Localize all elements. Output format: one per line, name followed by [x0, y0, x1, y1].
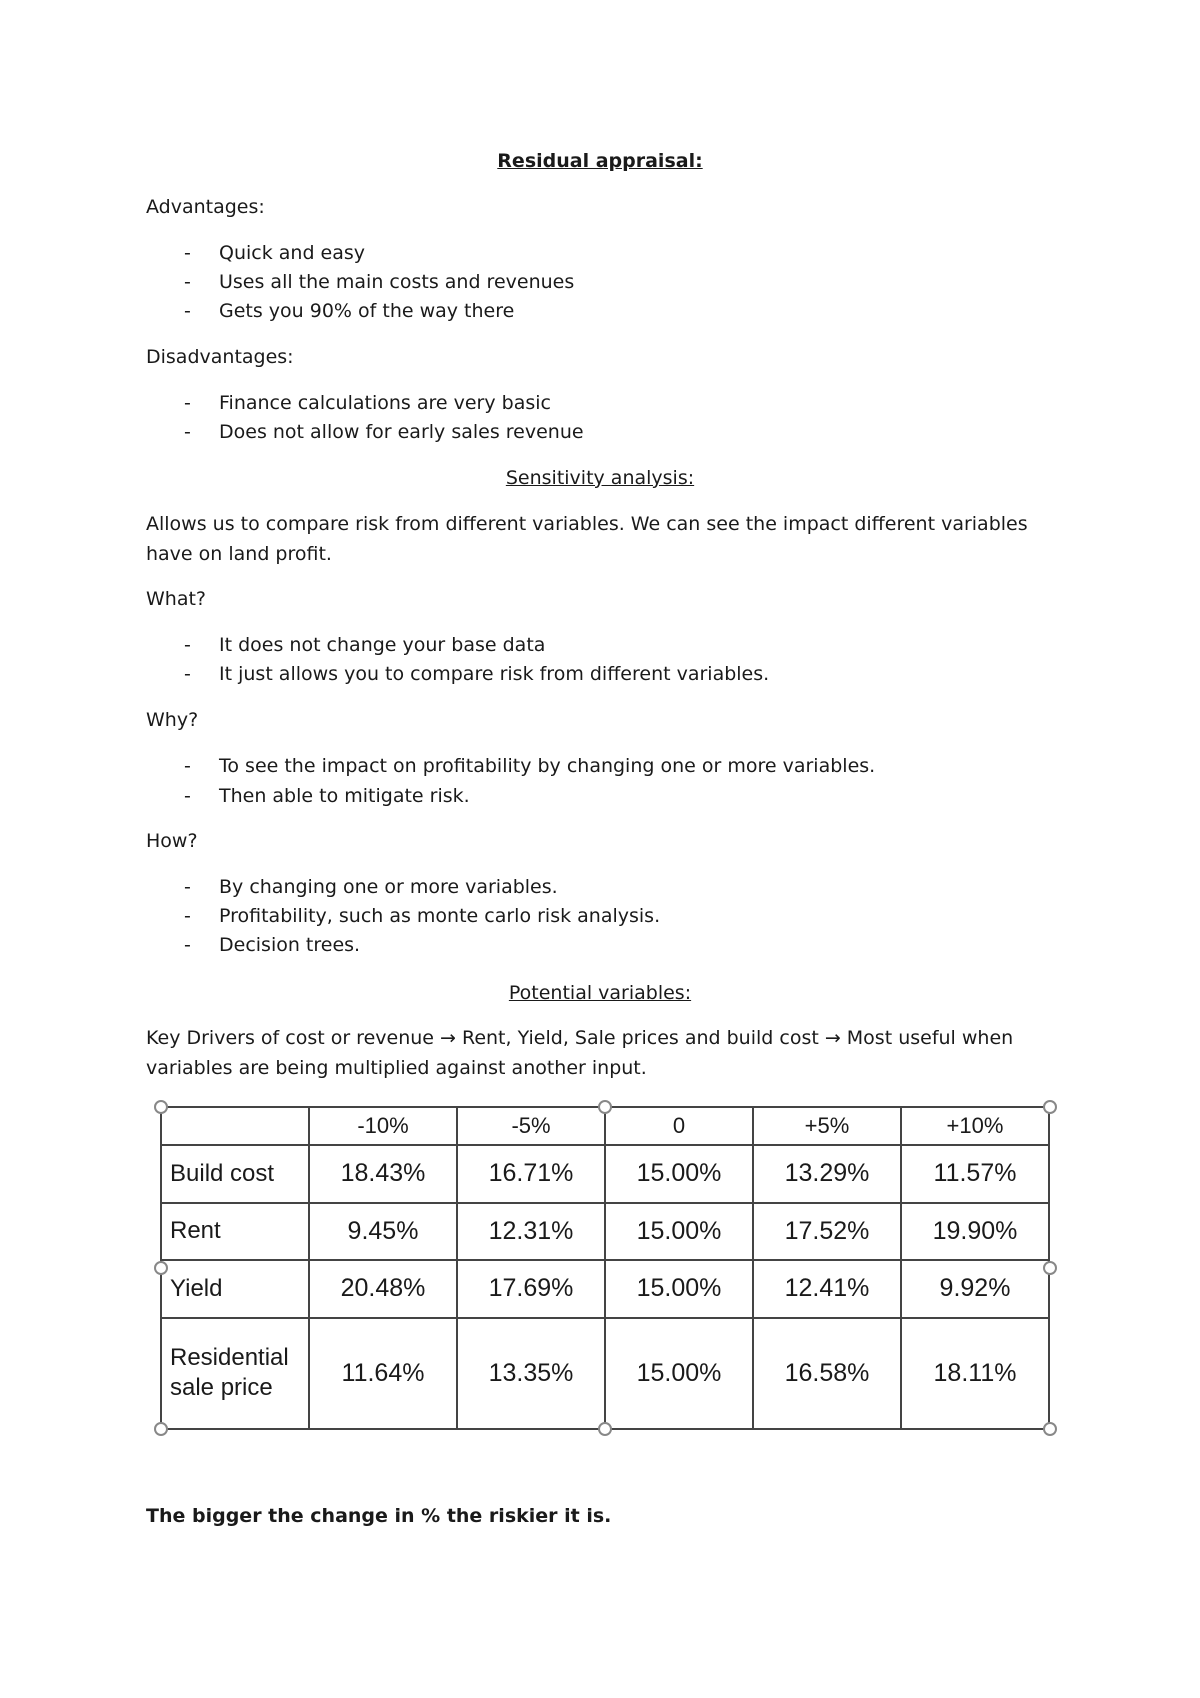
row-label: Rent [161, 1203, 309, 1261]
resize-handle-top-center[interactable] [598, 1100, 612, 1114]
how-heading: How? [146, 830, 198, 852]
table-header-cell: +5% [753, 1107, 901, 1145]
table-cell: 20.48% [309, 1260, 457, 1318]
list-item: Then able to mitigate risk. [219, 785, 470, 807]
table-cell: 17.52% [753, 1203, 901, 1261]
table-cell: 11.64% [309, 1318, 457, 1429]
table-header-cell: -5% [457, 1107, 605, 1145]
table-cell: 18.11% [901, 1318, 1049, 1429]
sensitivity-intro: Allows us to compare risk from different variables. We can see the impact different variables have on land profit. [146, 513, 1028, 565]
bullet-dash: - [184, 934, 191, 956]
table-header-cell: 0 [605, 1107, 753, 1145]
list-item: Finance calculations are very basic [219, 392, 551, 414]
bullet-dash: - [184, 421, 191, 443]
table-row [161, 1203, 1049, 1261]
table-cell: 15.00% [605, 1318, 753, 1429]
bullet-dash: - [184, 785, 191, 807]
resize-handle-middle-right[interactable] [1043, 1261, 1057, 1275]
table-row [161, 1260, 1049, 1318]
table-cell: 15.00% [605, 1145, 753, 1203]
list-item: Gets you 90% of the way there [219, 300, 515, 322]
bullet-dash: - [184, 663, 191, 685]
resize-handle-bottom-left[interactable] [154, 1422, 168, 1436]
list-item: Decision trees. [219, 934, 361, 956]
potential-heading: Potential variables: [508, 982, 692, 1004]
table-cell: 13.35% [457, 1318, 605, 1429]
resize-handle-middle-left[interactable] [154, 1261, 168, 1275]
table-cell: 11.57% [901, 1145, 1049, 1203]
bullet-dash: - [184, 905, 191, 927]
page-title: Residual appraisal: [497, 150, 703, 172]
list-item: Does not allow for early sales revenue [219, 421, 584, 443]
potential-text: Key Drivers of cost or revenue → Rent, Yield, Sale prices and build cost → Most useful when variables are being multiplied against another input. [146, 1027, 1014, 1079]
bullet-dash: - [184, 634, 191, 656]
row-label: Residential sale price [161, 1318, 309, 1429]
table-cell: 19.90% [901, 1203, 1049, 1261]
list-item: Quick and easy [219, 242, 366, 264]
bullet-dash: - [184, 876, 191, 898]
list-item: It just allows you to compare risk from different variables. [219, 663, 770, 685]
bullet-dash: - [184, 392, 191, 414]
sensitivity-table[interactable] [160, 1106, 1050, 1430]
table-row [161, 1318, 1049, 1429]
resize-handle-top-left[interactable] [154, 1100, 168, 1114]
disadvantages-heading: Disadvantages: [146, 346, 294, 368]
resize-handle-bottom-right[interactable] [1043, 1422, 1057, 1436]
sensitivity-heading: Sensitivity analysis: [505, 467, 695, 489]
list-item: By changing one or more variables. [219, 876, 558, 898]
why-heading: Why? [146, 709, 199, 731]
table-cell: 15.00% [605, 1260, 753, 1318]
table-cell: 12.31% [457, 1203, 605, 1261]
bullet-dash: - [184, 271, 191, 293]
what-heading: What? [146, 588, 207, 610]
table-cell: 16.71% [457, 1145, 605, 1203]
table-cell: 15.00% [605, 1203, 753, 1261]
table-row [161, 1145, 1049, 1203]
table-cell: 12.41% [753, 1260, 901, 1318]
resize-handle-bottom-center[interactable] [598, 1422, 612, 1436]
row-label: Build cost [161, 1145, 309, 1203]
bullet-dash: - [184, 242, 191, 264]
table-cell: 18.43% [309, 1145, 457, 1203]
list-item: Profitability, such as monte carlo risk analysis. [219, 905, 661, 927]
bullet-dash: - [184, 755, 191, 777]
row-label: Yield [161, 1260, 309, 1318]
list-item: Uses all the main costs and revenues [219, 271, 575, 293]
list-item: It does not change your base data [219, 634, 546, 656]
table-cell: 17.69% [457, 1260, 605, 1318]
table-cell: 9.45% [309, 1203, 457, 1261]
conclusion-text: The bigger the change in % the riskier it is. [146, 1505, 612, 1527]
table-header-cell: +10% [901, 1107, 1049, 1145]
table-cell: 13.29% [753, 1145, 901, 1203]
table-cell: 16.58% [753, 1318, 901, 1429]
advantages-heading: Advantages: [146, 196, 265, 218]
table-header-cell [161, 1107, 309, 1145]
table-cell: 9.92% [901, 1260, 1049, 1318]
list-item: To see the impact on profitability by changing one or more variables. [219, 755, 876, 777]
bullet-dash: - [184, 300, 191, 322]
resize-handle-top-right[interactable] [1043, 1100, 1057, 1114]
table-header-cell: -10% [309, 1107, 457, 1145]
